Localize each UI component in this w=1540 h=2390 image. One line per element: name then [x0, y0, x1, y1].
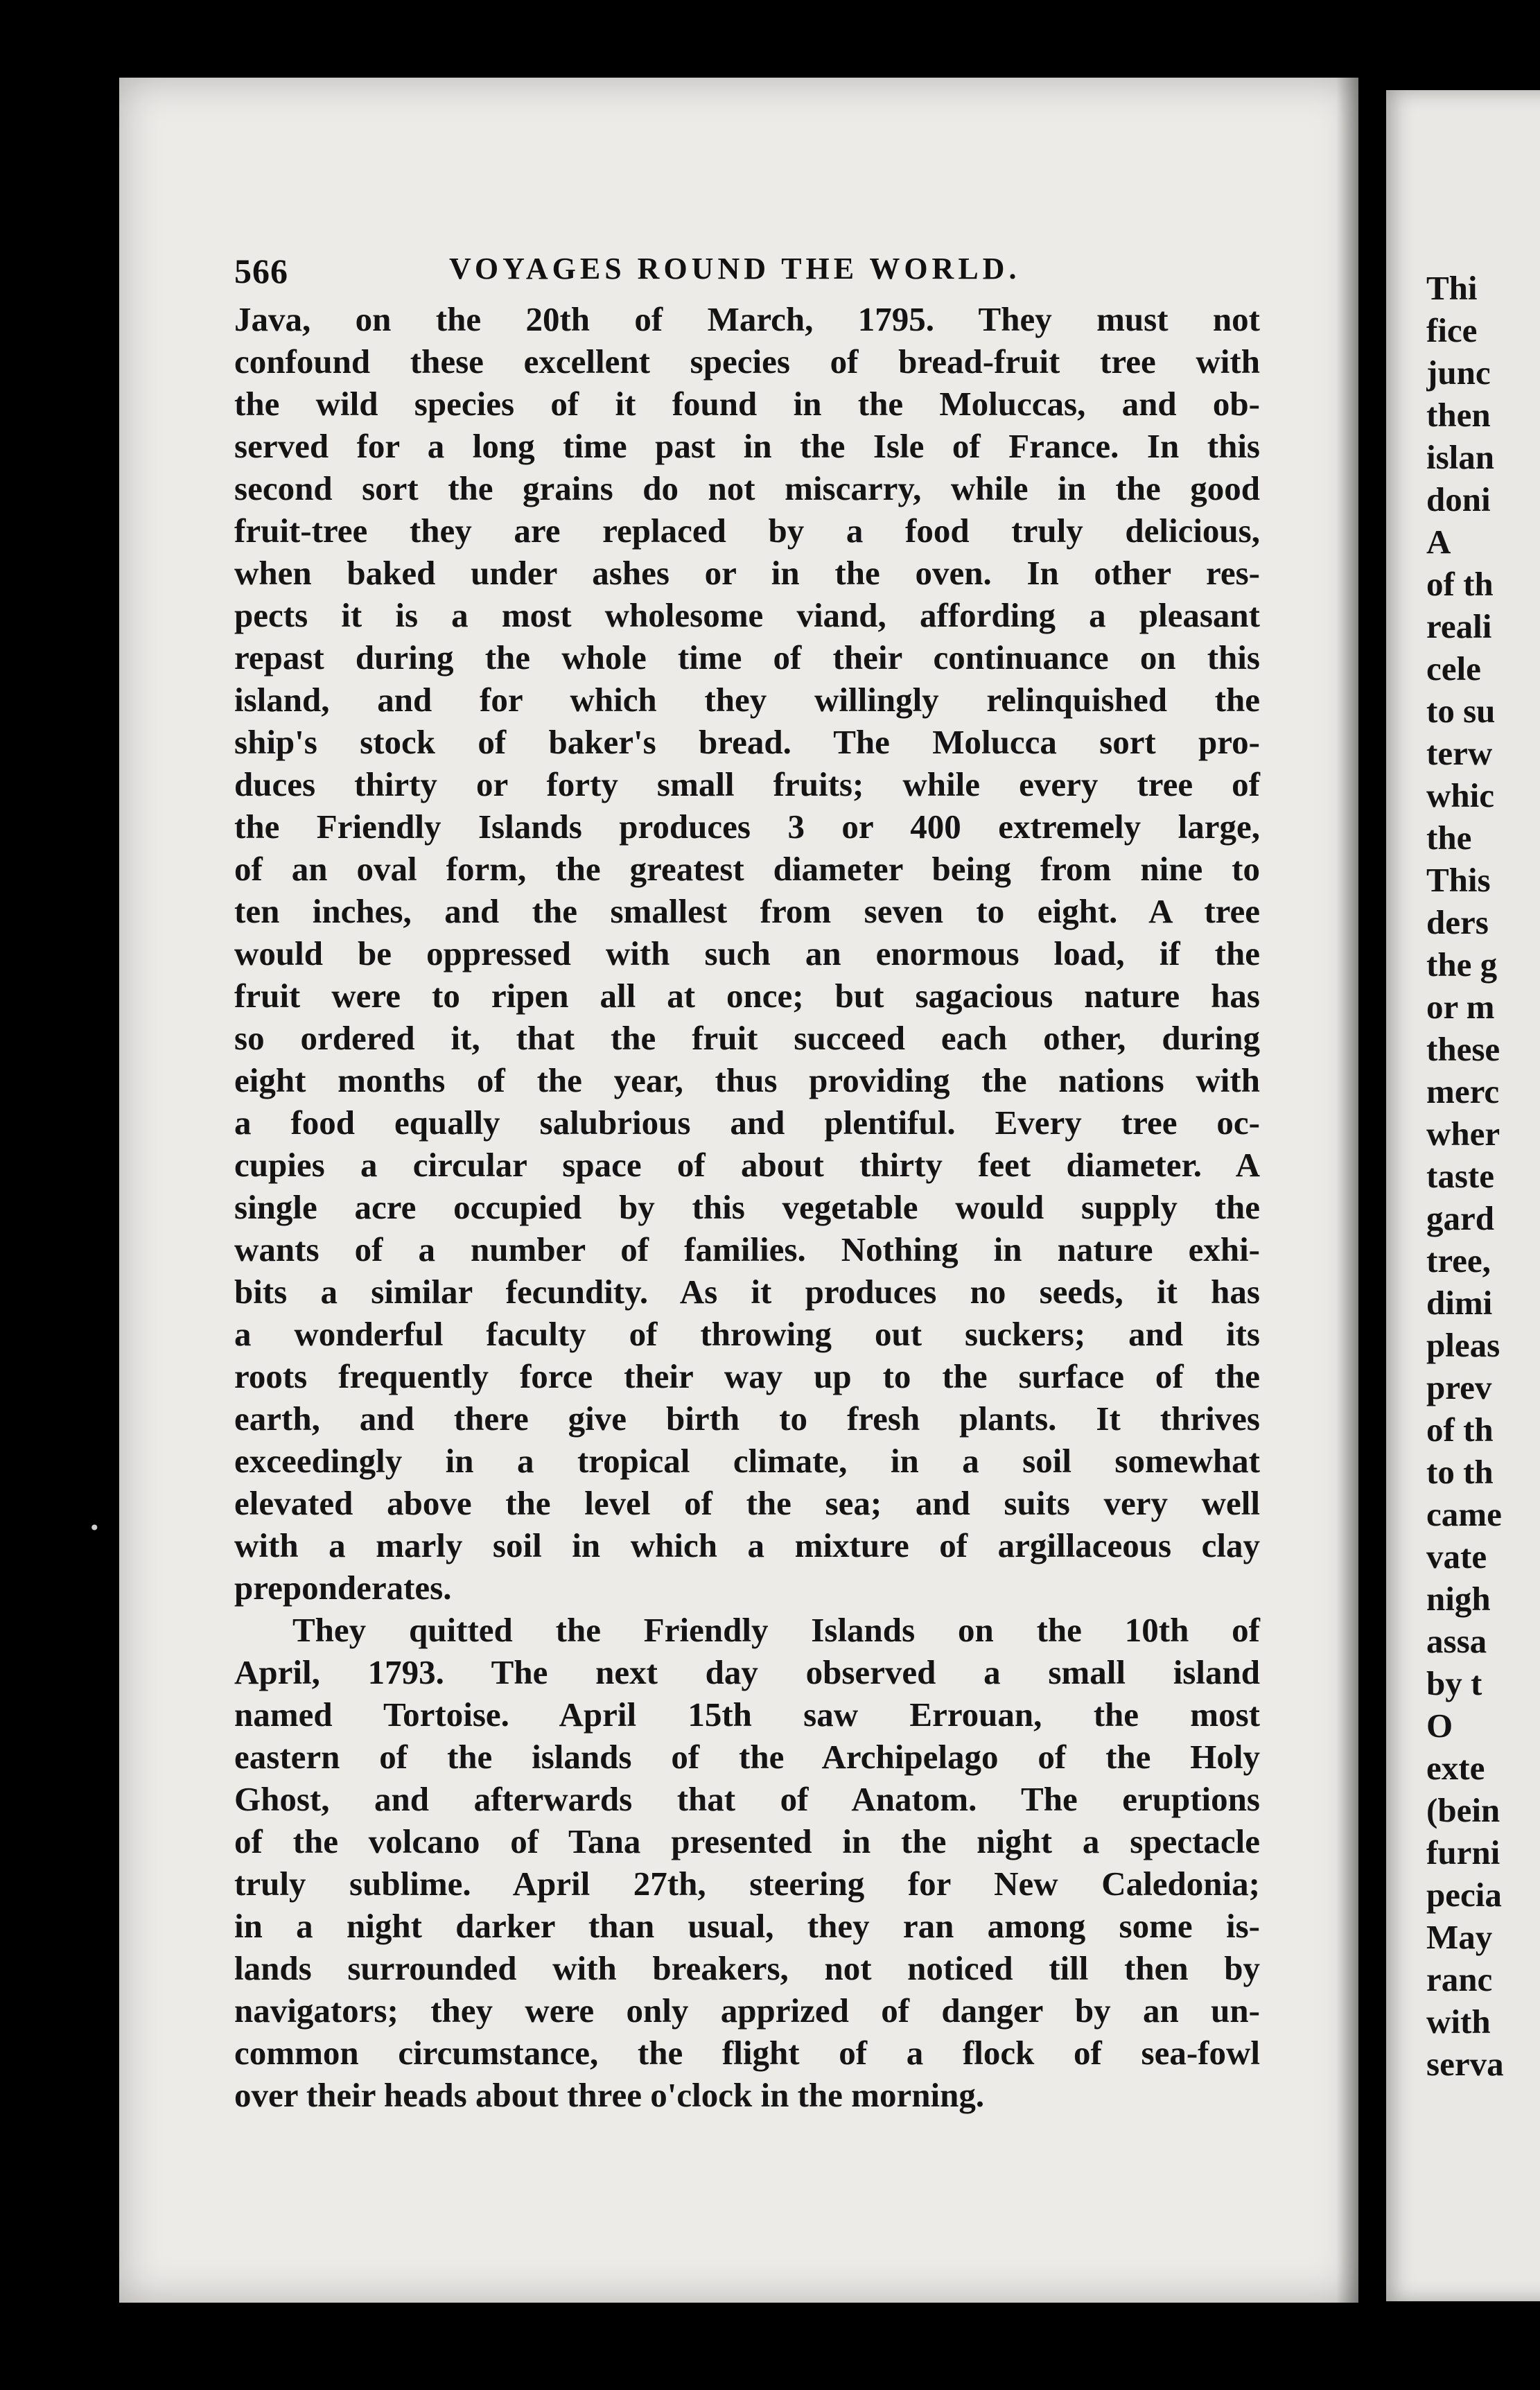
- text-line: elevated above the level of the sea; and suits very well: [234, 1484, 1260, 1522]
- right-page-line-fragment: reali: [1426, 607, 1492, 645]
- text-line: They quitted the Friendly Islands on the 10th of: [292, 1611, 1260, 1649]
- text-line: lands surrounded with breakers, not noticed till then by: [234, 1949, 1260, 1987]
- right-page-line-fragment: terw: [1426, 734, 1493, 772]
- text-line: with a marly soil in which a mixture of argillaceous clay: [234, 1526, 1260, 1564]
- text-line: eastern of the islands of the Archipelago of the Holy: [234, 1738, 1260, 1776]
- right-page-line-fragment: pecia: [1426, 1876, 1502, 1914]
- text-line: the wild species of it found in the Moluccas, and ob-: [234, 385, 1260, 423]
- text-line: preponderates.: [234, 1569, 452, 1607]
- gutter-shadow: [1336, 78, 1358, 2303]
- right-page-line-fragment: junc: [1426, 354, 1491, 392]
- text-line: repast during the whole time of their continuance on this: [234, 638, 1260, 677]
- text-line: second sort the grains do not miscarry, while in the good: [234, 469, 1260, 507]
- right-page-line-fragment: Thi: [1426, 269, 1478, 307]
- right-page-line-fragment: vate: [1426, 1537, 1487, 1576]
- text-line: a food equally salubrious and plentiful. Every tree oc-: [234, 1104, 1260, 1142]
- text-line: pects it is a most wholesome viand, affording a pleasant: [234, 596, 1260, 634]
- right-page-line-fragment: these: [1426, 1030, 1500, 1068]
- text-line: a wonderful faculty of throwing out suckers; and its: [234, 1315, 1260, 1353]
- right-page-line-fragment: dimi: [1426, 1284, 1493, 1322]
- text-line: ship's stock of baker's bread. The Molucca sort pro-: [234, 723, 1260, 761]
- right-page-line-fragment: or m: [1426, 988, 1495, 1026]
- text-line: served for a long time past in the Isle of France. In this: [234, 427, 1260, 465]
- right-page-line-fragment: to su: [1426, 692, 1496, 730]
- text-line: in a night darker than usual, they ran among some is-: [234, 1907, 1260, 1945]
- text-line: duces thirty or forty small fruits; while every tree of: [234, 765, 1260, 803]
- text-line: fruit were to ripen all at once; but sagacious nature has: [234, 977, 1260, 1015]
- right-page-line-fragment: This: [1426, 861, 1491, 899]
- right-page-line-fragment: whic: [1426, 776, 1494, 814]
- text-line: so ordered it, that the fruit succeed each other, during: [234, 1019, 1260, 1057]
- right-page-text-fragments: [1426, 267, 1540, 2085]
- text-line: Ghost, and afterwards that of Anatom. The eruptions: [234, 1780, 1260, 1818]
- text-line: fruit-tree they are replaced by a food truly delicious,: [234, 512, 1260, 550]
- right-page-line-fragment: exte: [1426, 1749, 1485, 1787]
- right-page-line-fragment: O: [1426, 1707, 1453, 1745]
- right-page-line-fragment: gard: [1426, 1199, 1494, 1237]
- right-page-line-fragment: came: [1426, 1495, 1502, 1533]
- right-page-line-fragment: fice: [1426, 311, 1478, 349]
- right-page-line-fragment: assa: [1426, 1622, 1487, 1660]
- margin-mark: •: [89, 1517, 100, 1539]
- text-line: would be oppressed with such an enormous load, if the: [234, 934, 1260, 972]
- right-page-line-fragment: ranc: [1426, 1960, 1493, 1998]
- text-line: April, 1793. The next day observed a small island: [234, 1653, 1260, 1691]
- right-page-line-fragment: to th: [1426, 1453, 1494, 1491]
- text-line: bits a similar fecundity. As it produces no seeds, it has: [234, 1273, 1260, 1311]
- text-line: of the volcano of Tana presented in the night a spectacle: [234, 1822, 1260, 1860]
- text-line: when baked under ashes or in the oven. In other res-: [234, 554, 1260, 592]
- right-page-line-fragment: (bein: [1426, 1791, 1500, 1829]
- right-page-line-fragment: furni: [1426, 1833, 1500, 1872]
- text-line: earth, and there give birth to fresh plants. It thrives: [234, 1399, 1260, 1438]
- right-page-line-fragment: islan: [1426, 438, 1495, 476]
- right-page-line-fragment: of th: [1426, 565, 1494, 603]
- text-line: over their heads about three o'clock in the morning.: [234, 2076, 985, 2114]
- running-head: VOYAGES ROUND THE WORLD.: [449, 252, 1021, 286]
- text-line: exceedingly in a tropical climate, in a soil somewhat: [234, 1442, 1260, 1480]
- right-page-line-fragment: taste: [1426, 1157, 1494, 1195]
- text-line: cupies a circular space of about thirty feet diameter. A: [234, 1146, 1260, 1184]
- right-page-line-fragment: then: [1426, 396, 1491, 434]
- text-line: roots frequently force their way up to the surface of the: [234, 1357, 1260, 1395]
- page-header: [234, 251, 1163, 299]
- text-line: of an oval form, the greatest diameter being from nine to: [234, 850, 1260, 888]
- text-line: island, and for which they willingly relinquished the: [234, 681, 1260, 719]
- page-number: 566: [234, 252, 288, 290]
- right-page-line-fragment: pleas: [1426, 1326, 1500, 1364]
- right-page-line-fragment: nigh: [1426, 1580, 1491, 1618]
- right-page-line-fragment: with: [1426, 2003, 1491, 2041]
- right-page-line-fragment: the: [1426, 819, 1472, 857]
- right-page-line-fragment: cele: [1426, 649, 1481, 688]
- right-page-line-fragment: merc: [1426, 1072, 1500, 1110]
- text-line: the Friendly Islands produces 3 or 400 extremely large,: [234, 808, 1260, 846]
- text-line: truly sublime. April 27th, steering for New Caledonia;: [234, 1865, 1260, 1903]
- text-line: Java, on the 20th of March, 1795. They must not: [234, 300, 1260, 338]
- text-line: common circumstance, the flight of a flock of sea-fowl: [234, 2034, 1260, 2072]
- text-line: single acre occupied by this vegetable would supply the: [234, 1188, 1260, 1226]
- body-text: [234, 298, 1260, 2116]
- text-line: wants of a number of families. Nothing in nature exhi-: [234, 1230, 1260, 1268]
- right-page-line-fragment: tree,: [1426, 1241, 1491, 1280]
- right-page-line-fragment: May: [1426, 1918, 1493, 1956]
- right-page-line-fragment: ders: [1426, 903, 1489, 941]
- text-line: ten inches, and the smallest from seven to eight. A tree: [234, 892, 1260, 930]
- right-page-line-fragment: the g: [1426, 945, 1498, 984]
- right-page-line-fragment: A: [1426, 523, 1451, 561]
- right-page-line-fragment: wher: [1426, 1115, 1500, 1153]
- right-page-line-fragment: doni: [1426, 480, 1491, 518]
- right-page-line-fragment: of th: [1426, 1411, 1494, 1449]
- right-page-line-fragment: by t: [1426, 1664, 1482, 1702]
- text-line: navigators; they were only apprized of danger by an un-: [234, 1991, 1260, 2030]
- text-line: eight months of the year, thus providing the nations with: [234, 1061, 1260, 1099]
- text-line: confound these excellent species of bread-fruit tree with: [234, 342, 1260, 381]
- text-line: named Tortoise. April 15th saw Errouan, the most: [234, 1695, 1260, 1734]
- right-page-line-fragment: serva: [1426, 2045, 1504, 2083]
- right-page-line-fragment: prev: [1426, 1368, 1492, 1406]
